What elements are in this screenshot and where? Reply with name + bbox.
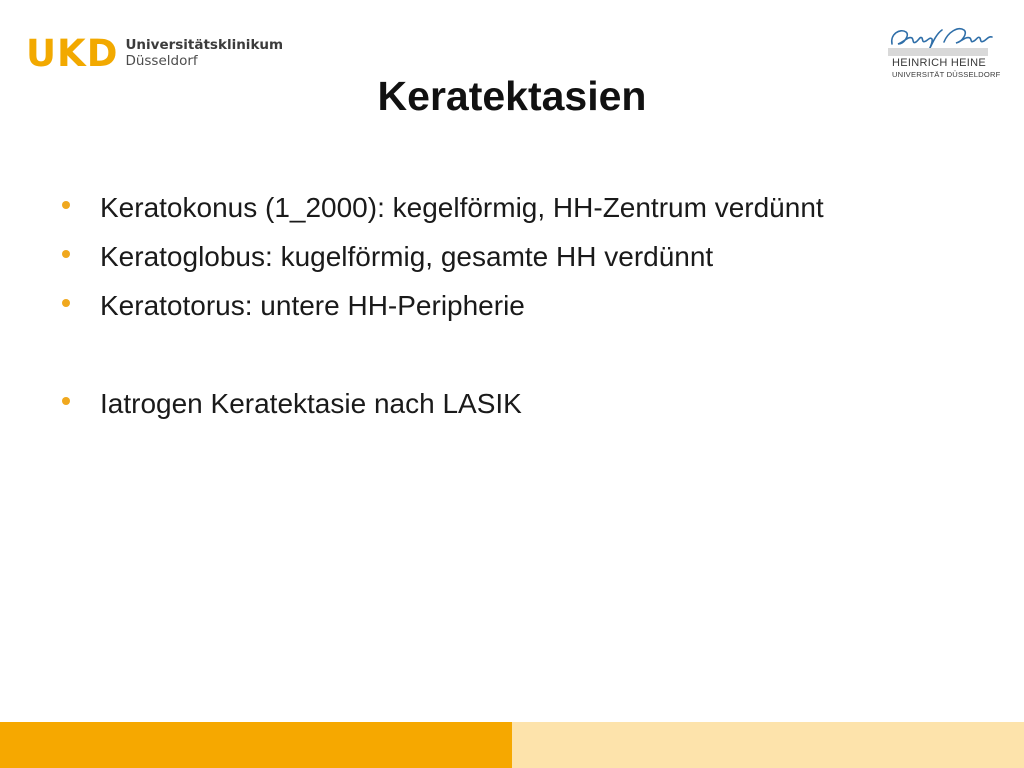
bullet-dot-icon [62,299,70,307]
bullet-text: Keratokonus (1_2000): kegelförmig, HH-Zentrum verdünnt [100,192,824,223]
hhu-logo-subtitle: UNIVERSITÄT DÜSSELDORF [892,70,1001,79]
bullet-item [58,232,824,281]
ukd-logo-line2: Düsseldorf [125,53,198,69]
bullet-item [58,281,824,330]
slide-title: Keratektasien [377,73,647,119]
hhu-logo-name: HEINRICH HEINE [892,57,987,69]
ukd-logo-line1: Universitätsklinikum [125,37,284,53]
bullet-item [58,183,824,232]
bullet-text: Keratotorus: untere HH-Peripherie [100,290,525,321]
footer-bar [0,722,1024,768]
ukd-logo-text [125,37,283,69]
hhu-signature-icon [886,22,998,58]
bullet-dot-icon [62,250,70,258]
footer-bar-right [512,722,1024,768]
bullet-text: Iatrogen Keratektasie nach LASIK [100,388,522,419]
ukd-logo [26,31,284,75]
bullet-text: Keratoglobus: kugelförmig, gesamte HH verdünnt [100,241,714,272]
bullet-item [58,379,824,428]
bullet-dot-icon [62,201,70,209]
ukd-logo-mark: UKD [26,31,119,75]
bullet-list [58,183,824,428]
footer-bar-left [0,722,512,768]
bullet-dot-icon [62,397,70,405]
